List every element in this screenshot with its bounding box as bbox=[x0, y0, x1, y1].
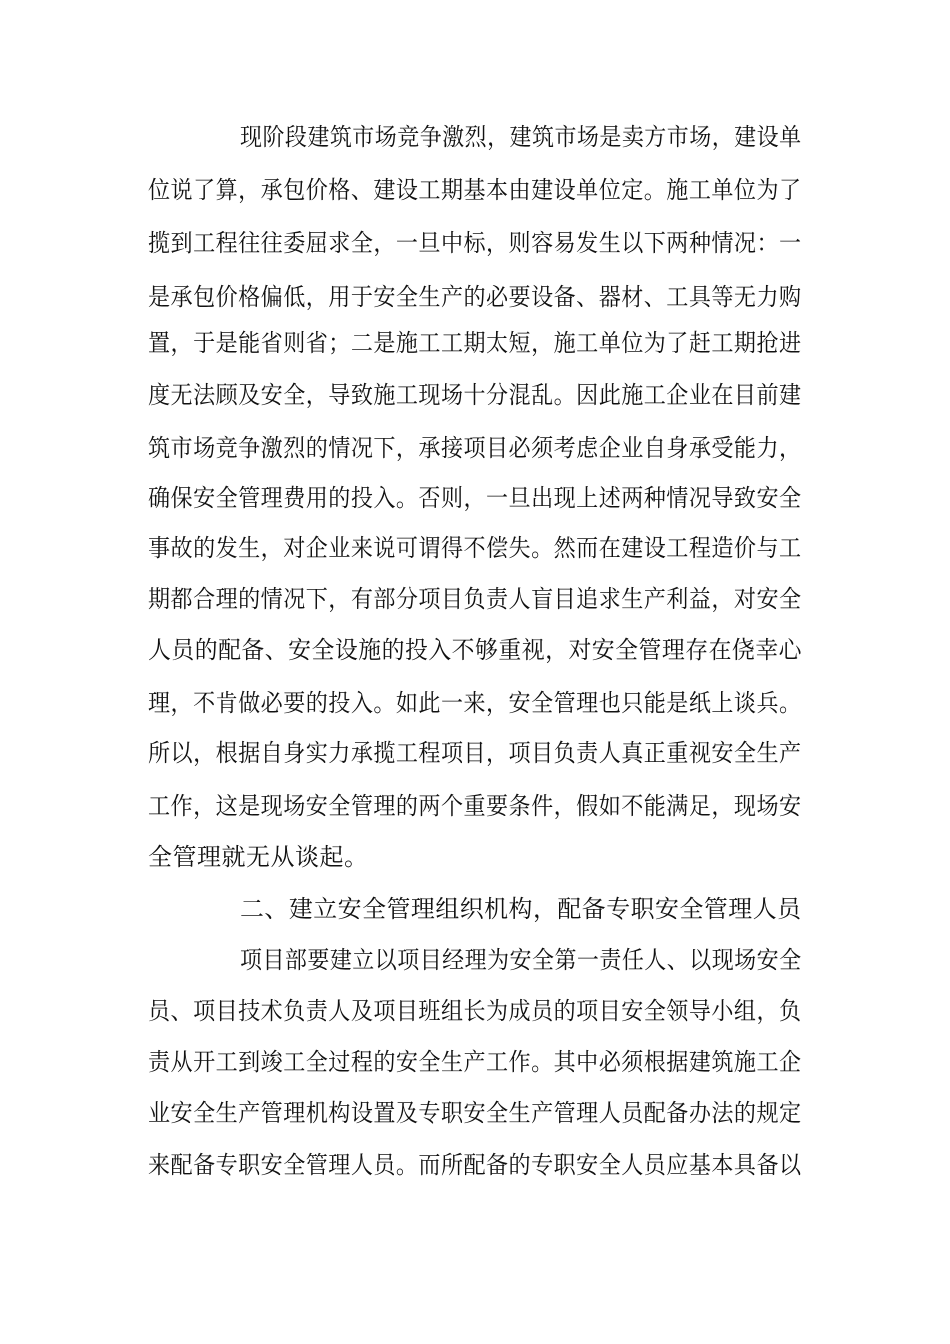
paragraph-1-line-5: 置，于是能省则省；二是施工工期太短，施工单位为了赶工期抢进 bbox=[148, 329, 802, 357]
paragraph-1-line-12: 理，不肯做必要的投入。如此一来，安全管理也只能是纸上谈兵。 bbox=[148, 689, 802, 717]
paragraph-2-line-1: 项目部要建立以项目经理为安全第一责任人、以现场安全 bbox=[240, 946, 802, 974]
paragraph-1-line-9: 事故的发生，对企业来说可谓得不偿失。然而在建设工程造价与工 bbox=[148, 534, 802, 562]
paragraph-1-line-1: 现阶段建筑市场竞争激烈，建筑市场是卖方市场，建设单 bbox=[240, 123, 802, 151]
paragraph-1-line-15: 全管理就无从谈起。 bbox=[148, 843, 369, 871]
section-heading: 二、建立安全管理组织机构，配备专职安全管理人员 bbox=[240, 895, 802, 923]
paragraph-1-line-11: 人员的配备、安全设施的投入不够重视，对安全管理存在侥幸心 bbox=[148, 636, 803, 664]
paragraph-2-line-5: 来配备专职安全管理人员。而所配备的专职安全人员应基本具备以 bbox=[148, 1151, 802, 1179]
paragraph-2-line-2: 员、项目技术负责人及项目班组长为成员的项目安全领导小组，负 bbox=[148, 997, 802, 1025]
paragraph-1-line-8: 确保安全管理费用的投入。否则，一旦出现上述两种情况导致安全 bbox=[148, 484, 802, 512]
paragraph-1-line-13: 所以，根据自身实力承揽工程项目，项目负责人真正重视安全生产 bbox=[148, 739, 802, 767]
paragraph-2-line-3: 责从开工到竣工全过程的安全生产工作。其中必须根据建筑施工企 bbox=[148, 1048, 802, 1076]
paragraph-1-line-14: 工作，这是现场安全管理的两个重要条件，假如不能满足，现场安 bbox=[148, 792, 802, 820]
paragraph-1-line-3: 揽到工程往往委屈求全，一旦中标，则容易发生以下两种情况：一 bbox=[148, 229, 802, 257]
paragraph-2-line-4: 业安全生产管理机构设置及专职安全生产管理人员配备办法的规定 bbox=[148, 1099, 802, 1127]
paragraph-1-line-2: 位说了算，承包价格、建设工期基本由建设单位定。施工单位为了 bbox=[148, 176, 802, 204]
paragraph-1-line-10: 期都合理的情况下，有部分项目负责人盲目追求生产利益，对安全 bbox=[148, 585, 802, 613]
paragraph-1-line-4: 是承包价格偏低，用于安全生产的必要设备、器材、工具等无力购 bbox=[148, 283, 802, 311]
paragraph-1-line-6: 度无法顾及安全，导致施工现场十分混乱。因此施工企业在目前建 bbox=[148, 381, 802, 409]
paragraph-1-line-7: 筑市场竞争激烈的情况下，承接项目必须考虑企业自身承受能力， bbox=[148, 434, 802, 462]
